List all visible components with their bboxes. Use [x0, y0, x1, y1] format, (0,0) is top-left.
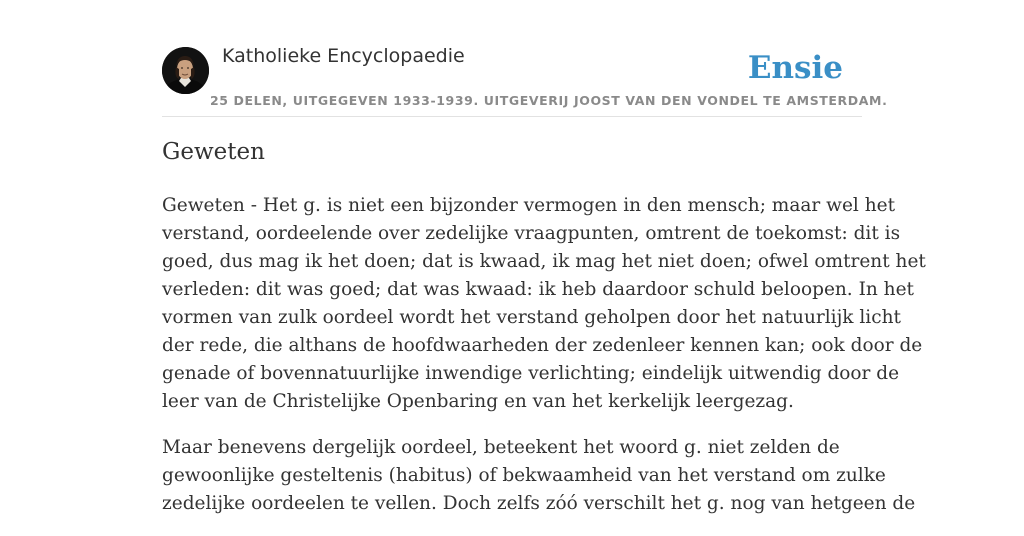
text-line: zedelijke oordeelen te vellen. Doch zelfs zóó verschilt het g. nog van hetgeen de	[162, 493, 916, 514]
text-line: vormen van zulk oordeel wordt het verstand geholpen door het natuurlijk licht	[162, 307, 901, 328]
source-header	[162, 0, 888, 117]
source-title[interactable]: Katholieke Encyclopaedie	[222, 45, 465, 67]
portrait-icon	[162, 47, 209, 94]
text-line: verstand, oordeelende over zedelijke vraagpunten, omtrent de toekomst: dit is	[162, 223, 901, 244]
source-subtitle: 25 DELEN, UITGEGEVEN 1933-1939. UITGEVERIJ JOOST VAN DEN VONDEL TE AMSTERDAM.	[210, 93, 888, 108]
text-line: goed, dus mag ik het doen; dat is kwaad, ik mag het niet doen; ofwel omtrent het	[162, 251, 926, 272]
text-line: verleden: dit was goed; dat was kwaad: ik heb daardoor schuld beloopen. In het	[162, 279, 914, 300]
text-line: Geweten - Het g. is niet een bijzonder vermogen in den mensch; maar wel het	[162, 195, 896, 216]
article-body	[162, 192, 926, 536]
text-line: der rede, die althans de hoofdwaarheden der zedenleer kennen kan; ook door de	[162, 335, 923, 356]
page-container	[162, 0, 926, 514]
brand-logo-link[interactable]: Ensie	[747, 50, 843, 86]
article-title: Geweten	[162, 139, 265, 165]
portrait-avatar[interactable]	[162, 47, 209, 94]
text-line: gewoonlijke gesteltenis (habitus) of bekwaamheid van het verstand om zulke	[162, 465, 886, 486]
article-paragraph	[162, 192, 926, 416]
text-line: genade of bovennatuurlijke inwendige verlichting; eindelijk uitwendig door de	[162, 363, 900, 384]
article-paragraph	[162, 434, 916, 518]
text-line: leer van de Christelijke Openbaring en van het kerkelijk leergezag.	[162, 391, 794, 412]
text-line: Maar benevens dergelijk oordeel, beteekent het woord g. niet zelden de	[162, 437, 840, 458]
